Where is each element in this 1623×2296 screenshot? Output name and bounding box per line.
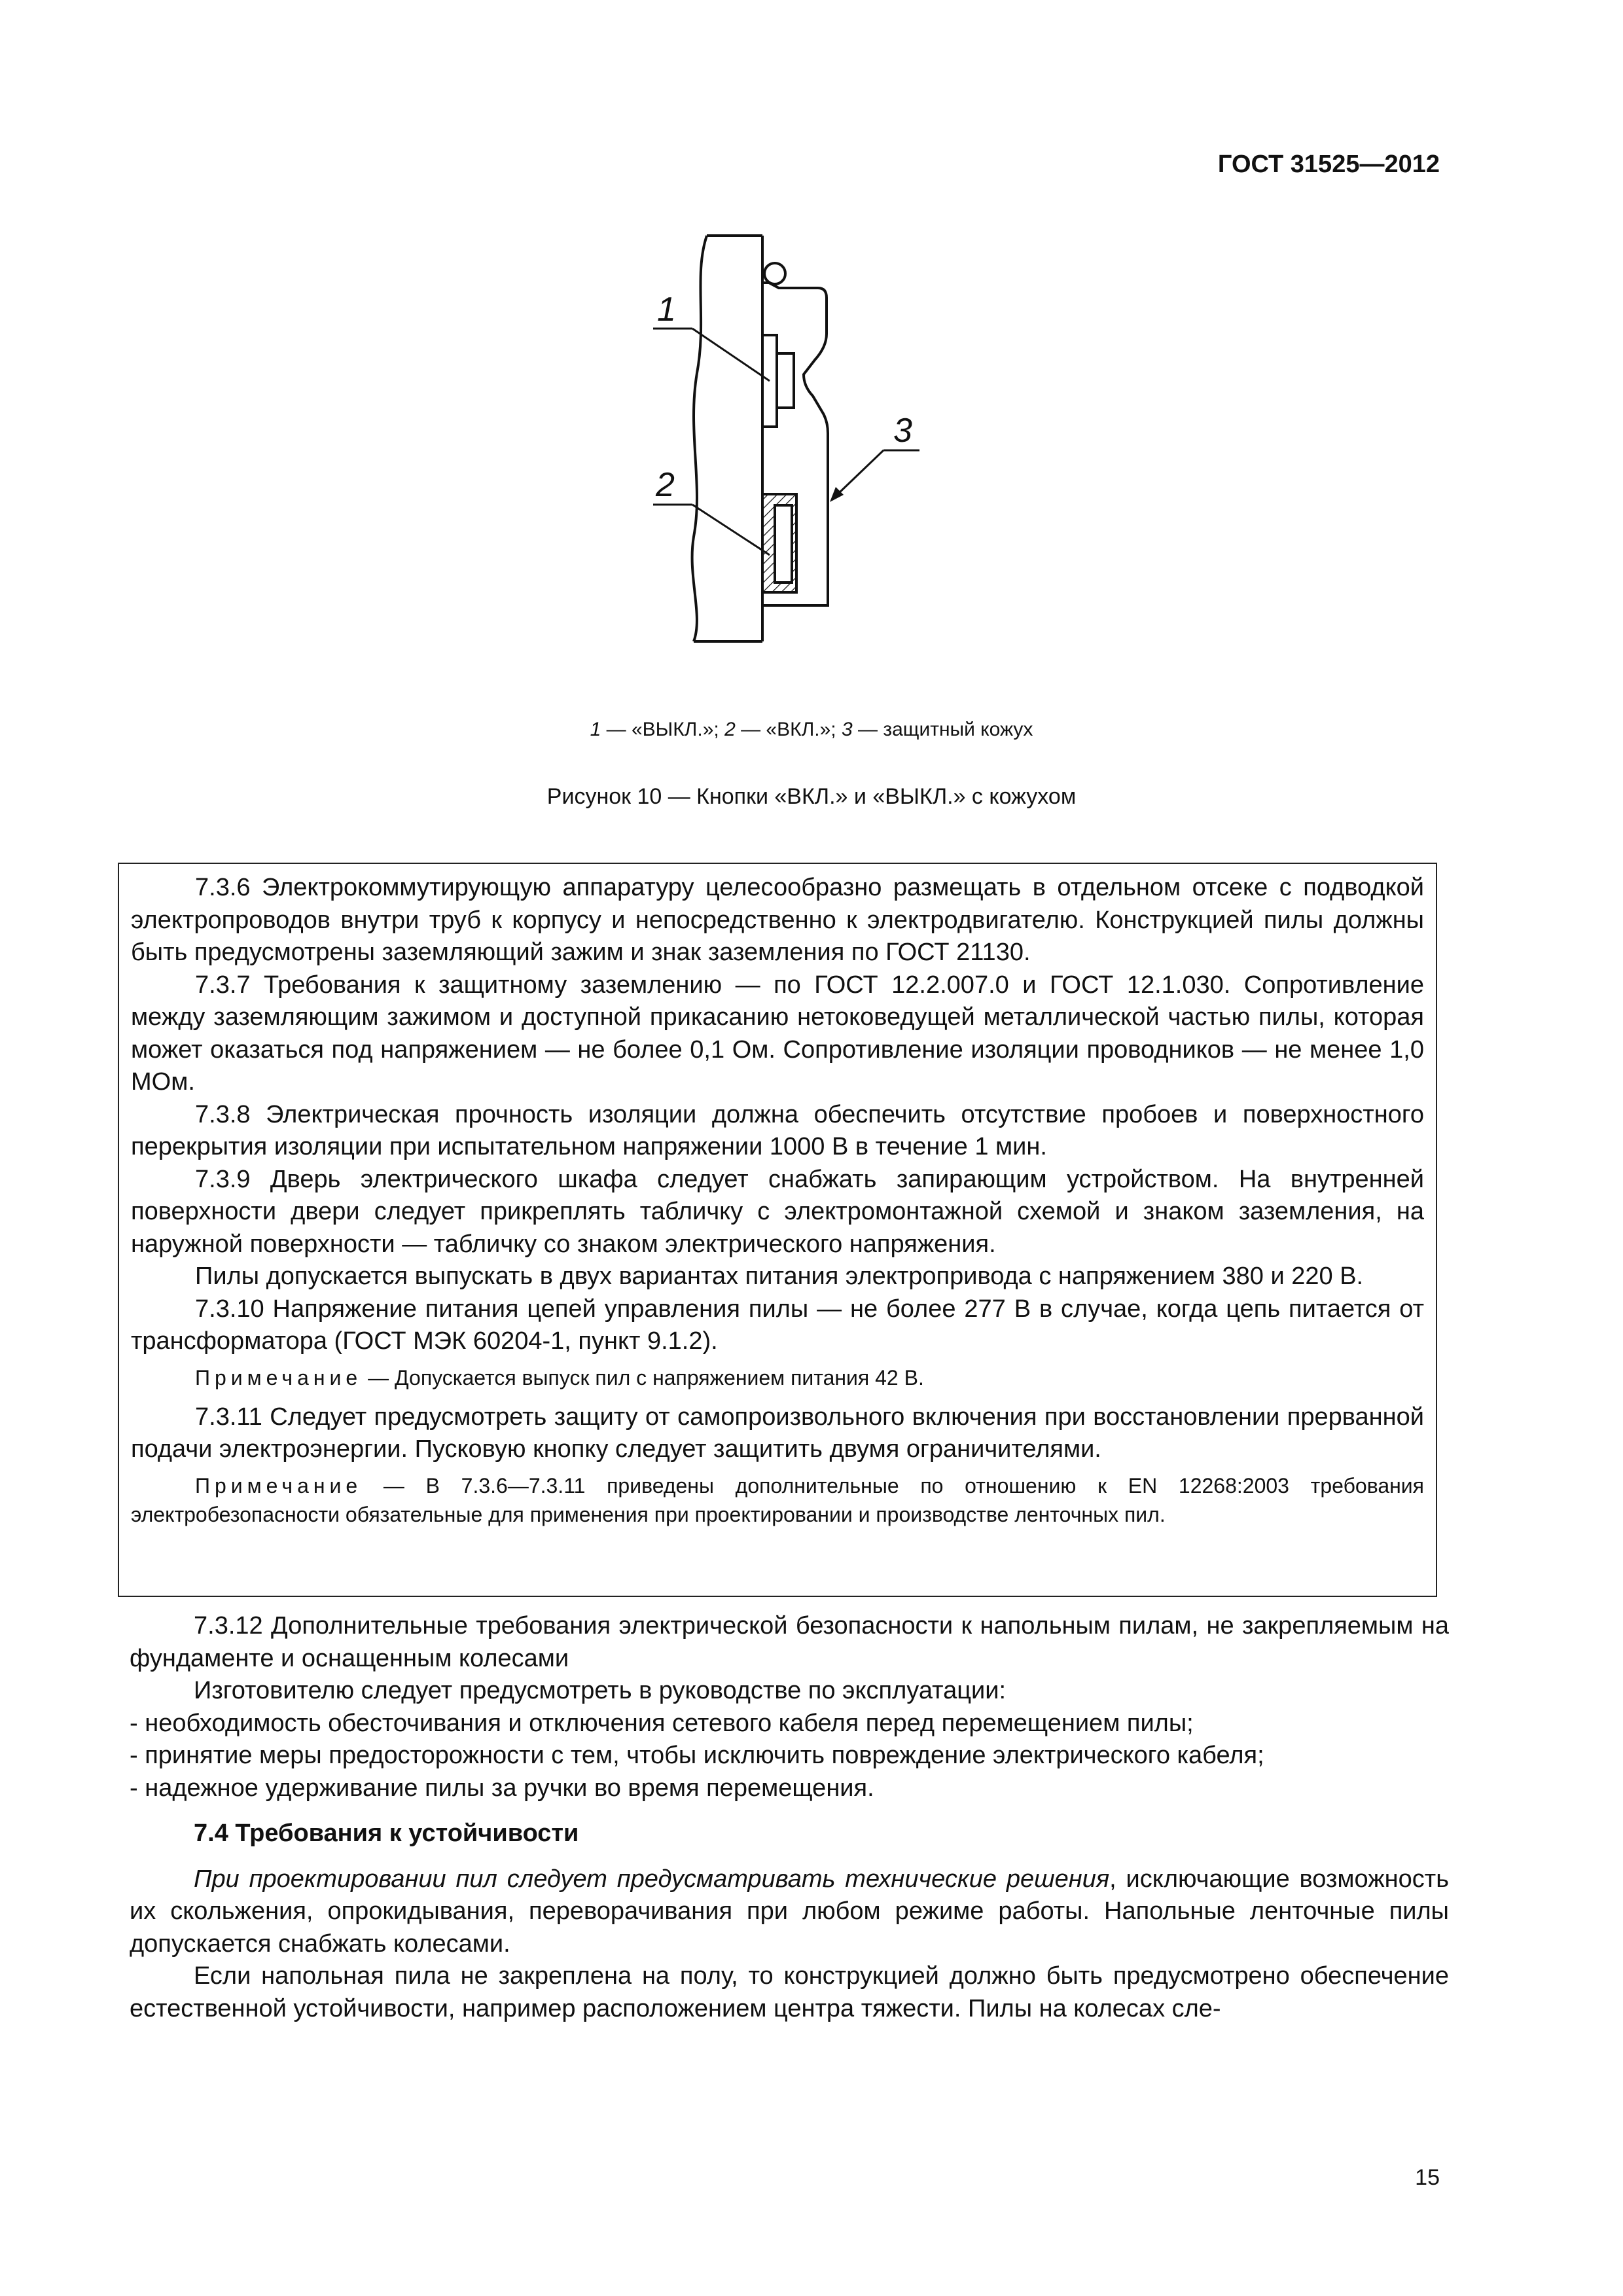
off-button-cap: [777, 353, 794, 408]
figure-legend: [118, 719, 1505, 741]
paragraph-stability-italic: При проектировании пил следует предусматривать технические решения: [194, 1865, 1110, 1893]
callout-2-pointer: [692, 505, 770, 555]
note-2: [131, 1471, 1424, 1529]
main-text: [130, 1610, 1449, 2025]
note-1-label: Примечание: [195, 1365, 363, 1390]
paragraph-natural-stability: Если напольная пила не закреплена на полу, то конструкцией должно быть предусмотрено обеспечение естественной устойчивости, например расположением центра тяжести. Пилы на колесах сле-: [130, 1962, 1449, 2022]
legend-text-2: — «ВКЛ.»;: [735, 719, 842, 740]
paragraph-voltage-variants: Пилы допускается выпускать в двух вариантах питания электропривода с напряжением 380 и 220 В.: [195, 1263, 1364, 1290]
list-item-2: - принятие меры предосторожности с тем, чтобы исключить повреждение электрического кабеля;: [130, 1742, 1264, 1769]
page-number: 15: [1415, 2165, 1440, 2190]
paragraph-7-3-7: 7.3.7 Требования к защитному заземлению — по ГОСТ 12.2.007.0 и ГОСТ 12.1.030. Сопротивление между заземляющим зажимом и доступной прикасанию нетоковедущей металлической частью пилы, которая может оказаться под напряжением — не более 0,1 Ом. Сопротивление изоляции проводников — не менее 1,0 МОм.: [131, 971, 1424, 1096]
paragraph-7-3-11: 7.3.11 Следует предусмотреть защиту от самопроизвольного включения при восстановлении прерванной подачи электроэнергии. Пусковую кнопку следует защитить двумя ограничителями.: [131, 1403, 1424, 1463]
list-item-3: - надежное удерживание пилы за ручки во время перемещения.: [130, 1774, 874, 1802]
note-2-text: — В 7.3.6—7.3.11 приведены дополнительные по отношению к EN 12268:2003 требования электробезопасности обязательные для применения при проектировании и производстве ленточных пил.: [131, 1473, 1424, 1526]
on-button-cap: [775, 505, 792, 583]
callout-3-number: 3: [893, 412, 912, 450]
note-1-text: — Допускается выпуск пил с напряжением питания 42 В.: [362, 1365, 924, 1390]
callout-1-pointer: [692, 329, 770, 381]
panel-break-line: [692, 236, 707, 641]
boxed-supplement-section: [118, 863, 1437, 1597]
paragraph-7-3-8: 7.3.8 Электрическая прочность изоляции должна обеспечить отсутствие пробоев и поверхностного перекрытия изоляции при испытательном напряжении 1000 В в течение 1 мин.: [131, 1100, 1424, 1160]
paragraph-7-3-6: 7.3.6 Электрокоммутирующую аппаратуру целесообразно размещать в отдельном отсеке с подводкой электропроводов внутри труб к корпусу и непосредственно к электродвигателю. Конструкцией пилы должны быть предусмотрены заземляющий зажим и знак заземления по ГОСТ 21130.: [131, 874, 1424, 966]
standard-number-header: ГОСТ 31525—2012: [1217, 151, 1440, 178]
legend-num-3: 3: [841, 719, 853, 740]
note-2-label: Примечание: [195, 1473, 363, 1498]
list-item-1: - необходимость обесточивания и отключения сетевого кабеля перед перемещением пилы;: [130, 1709, 1194, 1737]
hinge-circle: [764, 263, 785, 284]
paragraph-7-3-10: 7.3.10 Напряжение питания цепей управления пилы — не более 277 В в случае, когда цепь питается от трансформатора (ГОСТ МЭК 60204-1, пункт 9.1.2).: [131, 1295, 1424, 1355]
paragraph-7-3-9: 7.3.9 Дверь электрического шкафа следует снабжать запирающим устройством. На внутренней поверхности двери следует прикреплять табличку с электромонтажной схемой и знаком заземления, на наружной поверхности — табличку со знаком электрического напряжения.: [131, 1165, 1424, 1258]
legend-num-1: 1: [590, 719, 601, 740]
callout-2-number: 2: [656, 466, 675, 504]
paragraph-7-3-12: 7.3.12 Дополнительные требования электрической безопасности к напольным пилам, не закрепляемым на фундаменте и оснащенным колесами: [130, 1612, 1449, 1672]
legend-text-1: — «ВЫКЛ.»;: [601, 719, 725, 740]
figure-caption: Рисунок 10 — Кнопки «ВКЛ.» и «ВЫКЛ.» с кожухом: [546, 784, 1077, 809]
legend-num-2: 2: [724, 719, 736, 740]
paragraph-manual-requirements: Изготовителю следует предусмотреть в руководстве по эксплуатации:: [194, 1677, 1007, 1704]
paragraph-stability-rest: , исключающие возможность их скольжения, опрокидывания, переворачивания при любом режиме работы. Напольные ленточные пилы допускается снабжать колесами.: [130, 1865, 1449, 1958]
legend-text-3: — защитный кожух: [852, 719, 1033, 740]
paragraph-stability-design: [130, 1863, 1449, 1961]
button-housing-drawing: [641, 223, 969, 655]
note-1: [131, 1363, 1424, 1392]
figure-10-drawing: [641, 223, 969, 655]
section-heading-7-4: 7.4 Требования к устойчивости: [194, 1820, 579, 1847]
callout-3-pointer: [838, 450, 883, 494]
callout-1-number: 1: [657, 291, 676, 329]
